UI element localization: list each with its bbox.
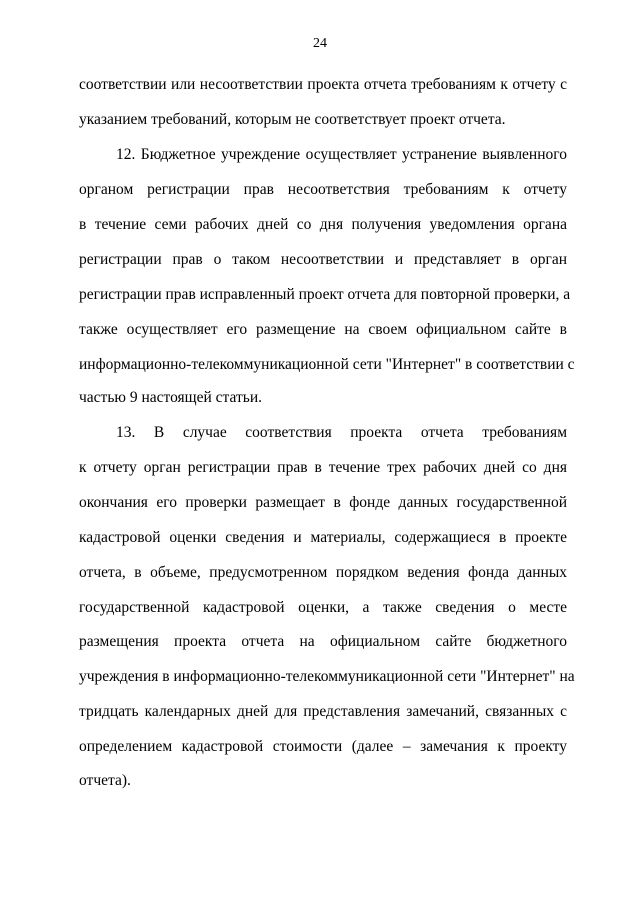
text-line: в течение семи рабочих дней со дня получения уведомления органа	[79, 216, 567, 233]
text-line: отчета).	[79, 772, 131, 789]
text-line: регистрации прав исправленный проект отчета для повторной проверки, а	[79, 286, 571, 303]
text-line: учреждения в информационно-телекоммуникационной сети "Интернет" на	[79, 668, 575, 685]
text-line: отчета, в объеме, предусмотренном порядком ведения фонда данных	[79, 564, 567, 581]
text-line: указанием требований, которым не соответствует проект отчета.	[79, 111, 506, 128]
text-line: органом регистрации прав несоответствия требованиям к отчету	[79, 181, 567, 198]
text-line: окончания его проверки размещает в фонде данных государственной	[79, 494, 567, 511]
page-number: 24	[313, 36, 327, 51]
text-line: государственной кадастровой оценки, а также сведения о месте	[79, 599, 567, 616]
paragraph-13-start: 13. В случае соответствия проекта отчета требованиям	[116, 424, 567, 441]
text-line: частью 9 настоящей статьи.	[79, 389, 263, 406]
text-line: кадастровой оценки сведения и материалы, содержащиеся в проекте	[79, 529, 567, 546]
text-line: определением кадастровой стоимости (далее – замечания к проекту	[79, 738, 567, 755]
text-line: тридцать календарных дней для представления замечаний, связанных с	[79, 703, 567, 720]
text-line: информационно-телекоммуникационной сети "Интернет" в соответствии с	[79, 356, 575, 373]
text-line: к отчету орган регистрации прав в течение трех рабочих дней со дня	[79, 459, 567, 476]
text-line: соответствии или несоответствии проекта отчета требованиям к отчету с	[79, 76, 567, 93]
text-line: размещения проекта отчета на официальном сайте бюджетного	[79, 633, 567, 650]
text-line: регистрации прав о таком несоответствии и представляет в орган	[79, 251, 567, 268]
paragraph-12-start: 12. Бюджетное учреждение осуществляет устранение выявленного	[116, 146, 567, 163]
text-line: также осуществляет его размещение на своем официальном сайте в	[79, 321, 567, 338]
